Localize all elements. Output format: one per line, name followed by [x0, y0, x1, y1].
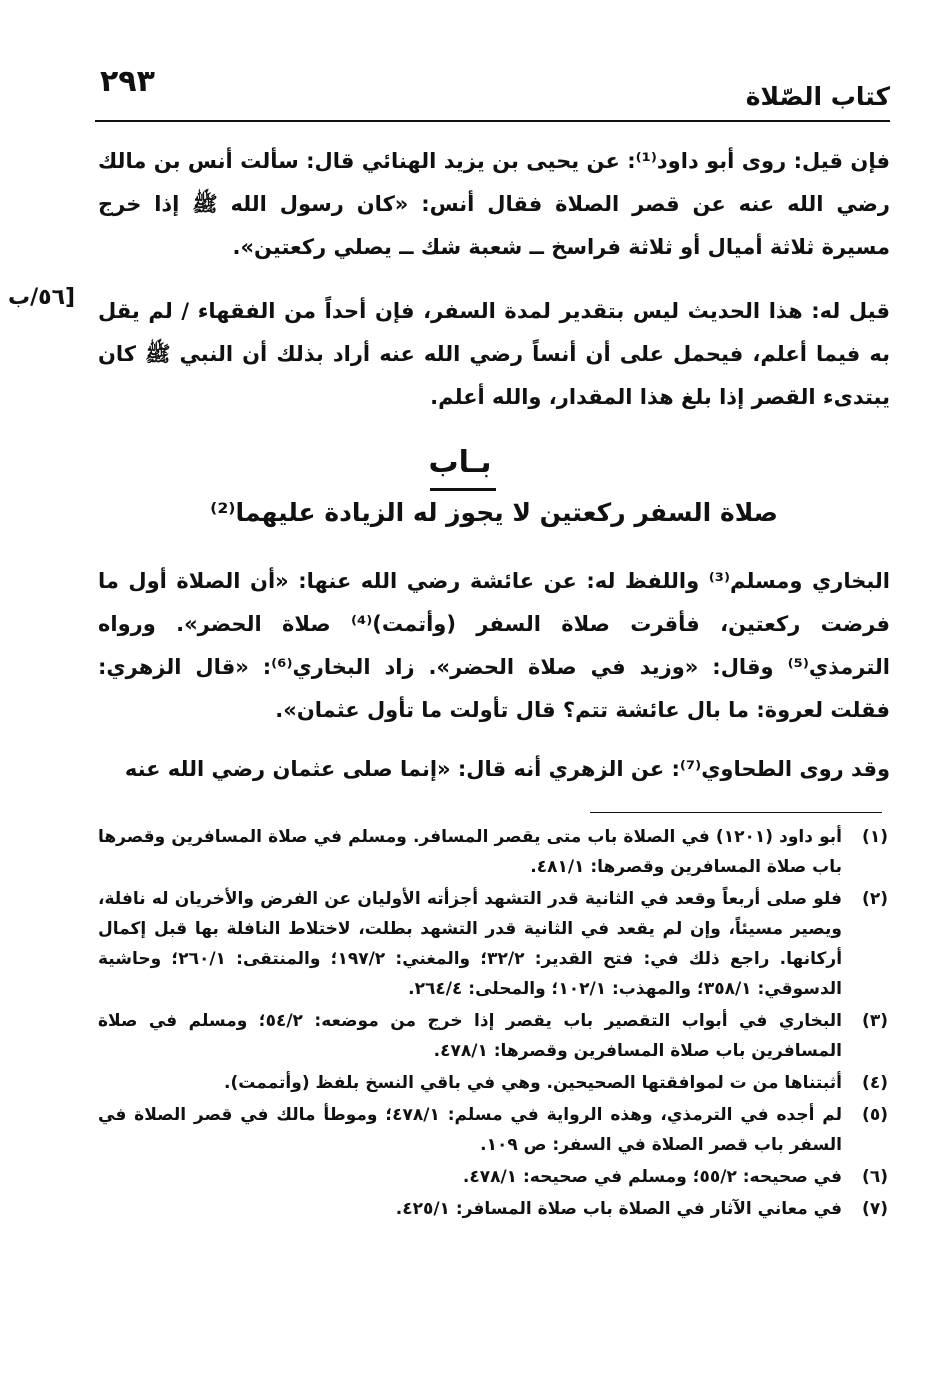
chapter-heading-rule [430, 488, 496, 491]
footnote-number: (١) [862, 827, 888, 847]
chapter-title: صلاة السفر ركعتين لا يجوز له الزيادة عليهما⁽²⁾ [210, 498, 778, 527]
footnote-text: فلو صلى أربعاً وقعد في الثانية قدر التشهد أجزأته الأوليان عن الفرض والأخريان له نافلة، ويصير مسيئاً، وإن لم يقعد في الثانية قدر التشهد بطلت، لاختلاط النافلة بها قبل إكمال أركانها. راجع ذلك في: فتح القدير: ٣٢/٢؛ والمغني: ١٩٧/٢؛ والمنتقى: ٢٦٠/١؛ وحاشية الدسوقي: ٣٥٨/١؛ والمهذب: ١٠٢/١؛ والمحلى: ٢٦٤/٤. [98, 889, 843, 999]
footnotes-list [98, 822, 888, 1226]
paragraph-objection: فإن قيل: روى أبو داود⁽¹⁾: عن يحيى بن يزيد الهنائي قال: سألت أنس بن مالك رضي الله عنه عن قصر الصلاة فقال أنس: «كان رسول الله ﷺ إذا خرج مسيرة ثلاثة أميال أو ثلاثة فراسخ ــ شعبة شك ــ يصلي ركعتين». [98, 149, 890, 259]
footnote-number: (٣) [862, 1011, 888, 1031]
paragraph-tahawi: وقد روى الطحاوي⁽⁷⁾: عن الزهري أنه قال: «إنما صلى عثمان رضي الله عنه [124, 757, 890, 781]
footnote-item [98, 1068, 888, 1098]
footnote-number: (٢) [862, 889, 888, 909]
footnote-item [98, 1006, 888, 1066]
footnote-text: أثبتناها من ت لموافقتها الصحيحين. وهي في باقي النسخ بلفظ (وأتممت). [224, 1073, 842, 1093]
footnote-item [98, 1100, 888, 1160]
footnote-text: في صحيحه: ٥٥/٢؛ ومسلم في صحيحه: ٤٧٨/١. [462, 1167, 842, 1187]
page-number: ٢٩٣ [100, 64, 155, 99]
footnote-number: (٥) [862, 1105, 888, 1125]
chapter-heading-word: بـاب [428, 445, 492, 480]
footnote-item [98, 822, 888, 882]
footnote-number: (٧) [862, 1199, 888, 1219]
footnote-separator [590, 812, 882, 813]
footnote-text: البخاري في أبواب التقصير باب يقصر إذا خرج من موضعه: ٥٤/٢؛ ومسلم في صلاة المسافرين باب صلاة المسافرين وقصرها: ٤٧٨/١. [98, 1011, 842, 1061]
footnote-text: لم أجده في الترمذي، وهذه الرواية في مسلم: ٤٧٨/١؛ وموطأ مالك في قصر الصلاة في السفر باب قصر الصلاة في السفر: ص ١٠٩. [98, 1105, 842, 1155]
paragraph-hadith-aisha: البخاري ومسلم⁽³⁾ واللفظ له: عن عائشة رضي الله عنها: «أن الصلاة أول ما فرضت ركعتين، فأقرت صلاة السفر (وأتمت)⁽⁴⁾ صلاة الحضر». ورواه الترمذي⁽⁵⁾ وقال: «وزيد في صلاة الحضر». زاد البخاري⁽⁶⁾: «قال الزهري: فقلت لعروة: ما بال عائشة تتم؟ قال تأولت ما تأول عثمان». [98, 569, 890, 722]
footnote-text: في معاني الآثار في الصلاة باب صلاة المسافر: ٤٢٥/١. [395, 1199, 842, 1219]
page-header [95, 62, 890, 122]
footnote-item [98, 1194, 888, 1224]
footnote-item [98, 1162, 888, 1192]
paragraph-reply: قيل له: هذا الحديث ليس بتقدير لمدة السفر، فإن أحداً من الفقهاء / لم يقل به فيما أعلم، فيحمل على أن أنساً رضي الله عنه أراد بذلك أن النبي ﷺ كان يبتدىء القصر إذا بلغ هذا المقدار، والله أعلم. [98, 299, 890, 409]
footnote-text: أبو داود (١٢٠١) في الصلاة باب متى يقصر المسافر. ومسلم في صلاة المسافرين وقصرها باب صلاة المسافرين وقصرها: ٤٨١/١. [98, 827, 842, 877]
running-title: كتاب الصّلاة [745, 82, 890, 111]
footnote-item [98, 884, 888, 1004]
footnote-number: (٦) [862, 1167, 888, 1187]
margin-folio-note: [٥٦/ب [8, 285, 76, 310]
footnote-number: (٤) [862, 1073, 888, 1093]
